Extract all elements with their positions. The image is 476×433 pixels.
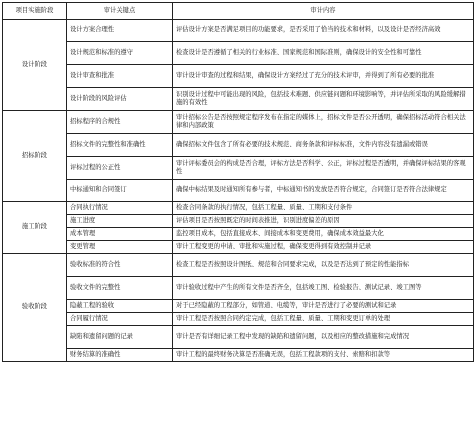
- key-point-cell: 合同执行情况: [67, 202, 173, 215]
- content-cell: 审计验收过程中产生的所有文件是否齐全，包括竣工图、检验报告、测试记录、竣工图等: [173, 277, 474, 300]
- table-row: [3, 65, 474, 88]
- key-point-cell: 招标文件的完整性和准确性: [67, 134, 173, 157]
- content-cell: 识别设计过程中可能出现的风险，包括技术难题、供应链问题和环境影响等，并评估所采取的风险缓解措施的有效性: [173, 88, 474, 111]
- table-row: [3, 42, 474, 65]
- content-cell: 审计工程的最终财务决算是否准确无误，包括工程款项的支付、索赔和扣款等: [173, 349, 474, 362]
- content-cell: 审计是否有详细记录工程中发现的缺陷和遗留问题，以及相应的整改措施和完成情况: [173, 326, 474, 349]
- key-point-cell: 验收文件的完整性: [67, 277, 173, 300]
- key-point-cell: 评标过程的公正性: [67, 157, 173, 180]
- key-point-cell: 设计方案合理性: [67, 20, 173, 42]
- table-row: [3, 215, 474, 228]
- phase-cell: 施工阶段: [3, 202, 67, 254]
- key-point-cell: 中标通知和合同签订: [67, 180, 173, 202]
- content-cell: 审计评标委员会的构成是否合理，评标方法是否科学、公正，评标过程是否透明，并确保评标结果的客观性: [173, 157, 474, 180]
- key-point-cell: 合同履行情况: [67, 313, 173, 326]
- key-point-cell: 设计规范和标准的遵守: [67, 42, 173, 65]
- table-row: [3, 277, 474, 300]
- table-row: [3, 111, 474, 134]
- key-point-cell: 成本管理: [67, 228, 173, 241]
- table-row: [3, 180, 474, 202]
- key-point-cell: 变更管理: [67, 241, 173, 254]
- table-row: [3, 349, 474, 362]
- content-cell: 审计工程变更的申请、审批和实施过程，确保变更得到有效控制并记录: [173, 241, 474, 254]
- key-point-cell: 设计阶段的风险评估: [67, 88, 173, 111]
- content-cell: 确保招标文件包含了所有必要的技术规范、商务条款和评标标准，文件内容没有遗漏或错误: [173, 134, 474, 157]
- table-row: [3, 313, 474, 326]
- key-point-cell: 设计审查和批准: [67, 65, 173, 88]
- phase-cell: 设计阶段: [3, 20, 67, 111]
- header-content: 审计内容: [173, 3, 474, 20]
- phase-cell: 招标阶段: [3, 111, 67, 202]
- key-point-cell: 隐蔽工程的验收: [67, 300, 173, 313]
- audit-table-container: [2, 2, 473, 362]
- table-row: [3, 202, 474, 215]
- phase-cell: 验收阶段: [3, 254, 67, 362]
- content-cell: 对于已经隐蔽的工程部分，如管道、电缆等，审计是否进行了必要的测试和记录: [173, 300, 474, 313]
- content-cell: 评估设计方案是否满足项目的功能要求，是否采用了恰当的技术和材料，以及设计是否经济高效: [173, 20, 474, 42]
- content-cell: 评估项目是否按照既定的时间表推进，识别进度偏差的原因: [173, 215, 474, 228]
- table-row: [3, 254, 474, 277]
- table-row: [3, 228, 474, 241]
- content-cell: 确保中标结果及时通知所有参与者，中标通知书的发放是否符合规定，合同签订是否符合法律规定: [173, 180, 474, 202]
- content-cell: 检查合同条款的执行情况，包括工程量、质量、工期和支付条件: [173, 202, 474, 215]
- table-row: [3, 157, 474, 180]
- key-point-cell: 缺陷和遗留问题的记录: [67, 326, 173, 349]
- key-point-cell: 财务结算的准确性: [67, 349, 173, 362]
- content-cell: 审计工程是否按照合同约定完成，包括工程量、质量、工期和变更订单的处理: [173, 313, 474, 326]
- table-row: [3, 88, 474, 111]
- table-row: [3, 20, 474, 42]
- content-cell: 审计设计审查的过程和结果，确保设计方案经过了充分的技术评审，并得到了所有必要的批准: [173, 65, 474, 88]
- audit-keypoints-table: [2, 2, 474, 362]
- key-point-cell: 招标程序的合规性: [67, 111, 173, 134]
- content-cell: 监控项目成本，包括直接成本、间接成本和变更费用，确保成本效益最大化: [173, 228, 474, 241]
- table-row: [3, 300, 474, 313]
- content-cell: 检查工程是否按照设计图纸、规范和合同要求完成，以及是否达到了预定的性能指标: [173, 254, 474, 277]
- table-header-row: [3, 3, 474, 20]
- table-row: [3, 326, 474, 349]
- header-key-point: 审计关键点: [67, 3, 173, 20]
- header-phase: 项目实施阶段: [3, 3, 67, 20]
- key-point-cell: 验收标准的符合性: [67, 254, 173, 277]
- key-point-cell: 施工进度: [67, 215, 173, 228]
- content-cell: 检查设计是否遵循了相关的行业标准、国家规范和国际准则，确保设计的安全性和可靠性: [173, 42, 474, 65]
- table-row: [3, 241, 474, 254]
- table-row: [3, 134, 474, 157]
- content-cell: 审计招标公告是否按照规定程序发布在指定的媒体上，招标文件是否公开透明，确保招标活动符合相关法律和内部政策: [173, 111, 474, 134]
